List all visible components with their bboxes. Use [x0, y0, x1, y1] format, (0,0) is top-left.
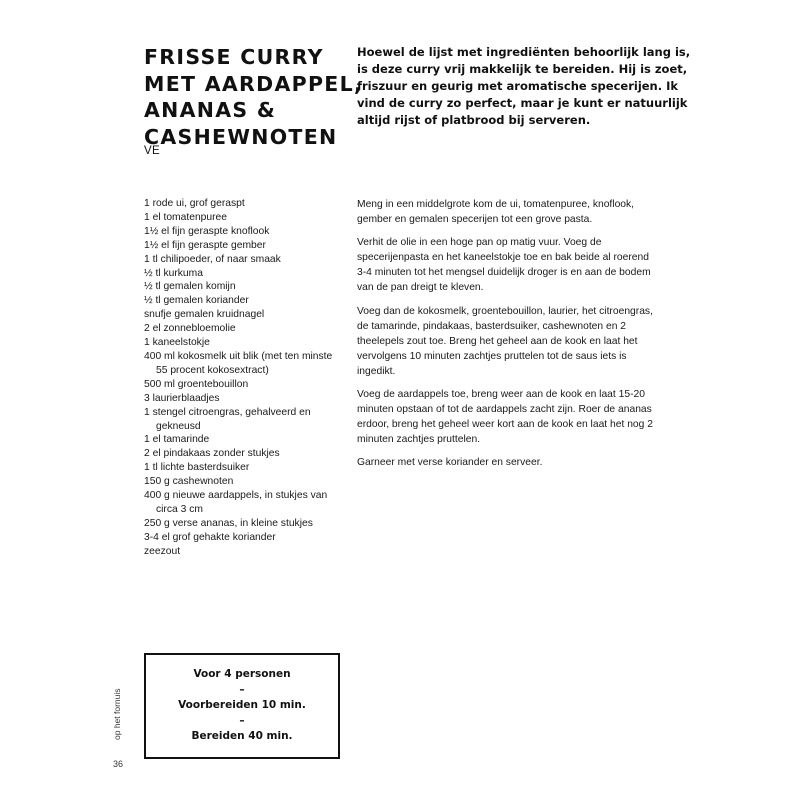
ingredient-item: 1 tl lichte basterdsuiker: [144, 462, 250, 474]
page-number: 36: [113, 759, 124, 769]
ingredient-item: 1 rode ui, grof geraspt: [144, 198, 245, 209]
ingredient-item: 400 g nieuwe aardappels, in stukjes van circa 3 cm: [144, 490, 328, 515]
ingredient-item: ½ tl kurkuma: [144, 267, 203, 279]
ingredient-item: zeezout: [144, 545, 181, 557]
ingredient-item: 1 stengel citroengras, gehalveerd en gekneusd: [144, 406, 311, 432]
ingredient-item: 2 el zonnebloemolie: [144, 323, 236, 335]
ingredient-item: 150 g cashewnoten: [144, 476, 234, 488]
ingredient-item: 2 el pindakaas zonder stukjes: [144, 448, 280, 460]
chapter-side-label: op het fornuis: [112, 688, 122, 740]
intro-line: is deze curry vrij makkelijk te bereiden. Hij is zoet,: [357, 62, 688, 76]
method-paragraph: Voeg dan de kokosmelk, groentebouillon, laurier, het citroengras, de tamarinde, pindakaas, basterdsuiker, cashewnoten en 2 theelepels zout toe. Breng het geheel aan de kook en laat het vervolgens 10 minuten zachtjes pruttelen tot de saus iets is ingedikt.: [357, 305, 653, 377]
recipe-title: [144, 44, 364, 150]
ingredient-item: ½ tl gemalen komijn: [144, 281, 236, 293]
title-line: FRISSE CURRY: [144, 45, 324, 69]
info-divider: –: [239, 683, 245, 696]
ingredient-item: 1½ el fijn geraspte gember: [144, 239, 266, 251]
ingredient-item: 250 g verse ananas, in kleine stukjes: [144, 517, 313, 529]
info-divider: –: [239, 714, 245, 727]
ingredient-item: 400 ml kokosmelk uit blik (met ten minste 55 procent kokosextract): [144, 350, 333, 376]
vegan-tag: VE: [144, 145, 160, 157]
prep-time-text: Voorbereiden 10 min.: [178, 699, 306, 712]
servings-text: Voor 4 personen: [193, 668, 291, 681]
intro-line: Hoewel de lijst met ingrediënten behoorlijk lang is,: [357, 45, 691, 59]
ingredient-item: 1 el tamarinde: [144, 434, 210, 446]
title-line: MET AARDAPPEL,: [144, 71, 364, 96]
ingredient-item: 1 tl chilipoeder, of naar smaak: [144, 253, 281, 265]
method-paragraph: Verhit de olie in een hoge pan op matig vuur. Voeg de specerijenpasta en het kaneelstokje toe en bak beide al roerend 3-4 minuten tot het mengsel duidelijk droger is en aan de bodem van de pan dreigt te kleven.: [357, 237, 651, 294]
recipe-intro: [357, 44, 691, 129]
title-line: CASHEWNOTEN: [144, 124, 338, 149]
ingredient-item: snufje gemalen kruidnagel: [144, 309, 265, 321]
ingredient-list: [144, 197, 344, 559]
intro-line: friszuur en geurig met aromatische specerijen. Ik: [357, 79, 679, 93]
cook-time-text: Bereiden 40 min.: [191, 730, 293, 743]
method-steps: [357, 197, 657, 479]
ingredient-item: 3-4 el grof gehakte koriander: [144, 531, 276, 543]
intro-line: altijd rijst of platbrood bij serveren.: [357, 113, 591, 127]
ingredient-item: 3 laurierblaadjes: [144, 392, 220, 404]
title-line: ANANAS &: [144, 98, 277, 122]
intro-line: vind de curry zo perfect, maar je kunt er natuurlijk: [357, 96, 688, 110]
method-paragraph: Garneer met verse koriander en serveer.: [357, 457, 543, 469]
method-paragraph: Meng in een middelgrote kom de ui, tomatenpuree, knoflook, gember en gemalen specerijen tot een grove pasta.: [357, 199, 635, 226]
ingredient-item: ½ tl gemalen koriander: [144, 295, 249, 307]
ingredient-item: 500 ml groentebouillon: [144, 378, 249, 390]
ingredient-item: 1½ el fijn geraspte knoflook: [144, 225, 270, 237]
ingredient-item: 1 kaneelstokje: [144, 337, 210, 349]
recipe-info-box: [144, 653, 340, 759]
ingredient-item: 1 el tomatenpuree: [144, 211, 228, 223]
method-paragraph: Voeg de aardappels toe, breng weer aan de kook en laat 15-20 minuten opstaan of tot de aardappels zacht zijn. Roer de ananas erdoor, breng het geheel weer kort aan de kook en laat het nog 2 minuten zachtjes pruttelen.: [357, 389, 653, 446]
